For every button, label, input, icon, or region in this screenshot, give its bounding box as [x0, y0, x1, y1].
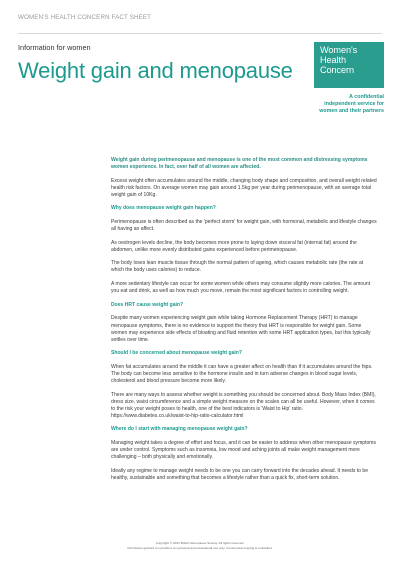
- logo-line-2: Health: [320, 55, 346, 65]
- section-heading: Why does menopause weight gain happen?: [111, 205, 216, 212]
- paragraph: A more sedentary lifestyle can occur for some women while others may consume slightly more calories. The amount you eat and drink, as well as how much you move, remain the most significant factors in controlling weight.: [111, 281, 371, 295]
- paragraph: Ideally any regime to manage weight needs to be one you can carry forward into the decades ahead. It needs to be healthy, sustainable and something that becomes a lifestyle rather than a quick fix, short-term solution.: [111, 467, 368, 481]
- factsheet-label: WOMEN'S HEALTH CONCERN FACT SHEET: [18, 14, 152, 21]
- header-band: [18, 14, 151, 21]
- logo-wordmark: [320, 45, 357, 75]
- footer: [0, 541, 400, 551]
- article-body: [111, 157, 377, 488]
- paragraph: When fat accumulates around the middle it can have a greater affect on health than if it accumulates around the hips. The body can become less sensitive to the hormone insulin and in turn adverse changes in blood sugar levels, cholesterol and blood pressure become more likely.: [111, 363, 373, 384]
- paragraph: Excess weight often accumulates around the middle, changing body shape and composition, and overall weight related health risk factors. On average women may gain around 1.5kg per year during perimenopause, with an average total weight gain of 10Kg.: [111, 177, 377, 198]
- tagline-line-3: women and their partners: [319, 108, 384, 114]
- section-heading: Does HRT cause weight gain?: [111, 301, 184, 308]
- section-heading: Where do I start with managing menopause weight gain?: [111, 426, 248, 433]
- paragraph: There are many ways to assess whether weight is something you should be concerned about. Body Mass Index (BMI), dress size, waist circumference and a simple weight measure on the scales can all be useful. However, when it comes to the risk your weight poses to health, one of the best indicators is 'Waist to Hip' ratio. https://www.diabetes.co.uk/waist-to-hip-ratio-calculator.html: [111, 391, 376, 419]
- logo-line-1: Women's: [320, 45, 358, 55]
- tagline-line-2: independent service for: [324, 101, 384, 107]
- paragraph: Managing weight takes a degree of effort and focus, and it can be easier to address when other menopause symptoms are under control. Symptoms such as insomnia, low mood and aching joints all make weight management more challenging – both physically and emotionally.: [111, 440, 377, 461]
- logo-line-3: Concern: [320, 65, 355, 75]
- logo-tagline: [294, 94, 384, 115]
- copyright-line: Copyright © 2023 British Menopause Society. All rights reserved.: [155, 541, 245, 545]
- section-heading: Should I be concerned about menopause weight gain?: [111, 350, 242, 357]
- permission-line: Permission granted to reproduce for personal and educational use only. Commercial copying is prohibited.: [127, 546, 273, 550]
- header-divider: [18, 33, 382, 34]
- paragraph: As oestrogen levels decline, the body becomes more prone to laying down visceral fat (internal fat) around the abdomen, unlike more evenly distributed gains experienced before perimenopause.: [111, 239, 357, 253]
- paragraph: Perimenopause is often described as the 'perfect storm' for weight gain, with hormonal, metabolic and lifestyle changes all having an affect.: [111, 219, 377, 233]
- whc-logo: [314, 42, 384, 88]
- tagline-line-1: A confidential: [349, 94, 384, 100]
- paragraph: The body loses lean muscle tissue through the normal pattern of ageing, which causes metabolic rate (the rate at which the body uses calories) to reduce.: [111, 260, 364, 274]
- paragraph: Despite many women experiencing weight gain while taking Hormone Replacement Therapy (HRT) to manage menopause symptoms, there is no evidence to support the theory that HRT is responsible for weight gain. Some women may experience side effects of bloating and fluid retention with some HRT application types, but this typically settles over time.: [111, 315, 371, 343]
- subtitle: Information for women: [18, 43, 91, 52]
- lead-paragraph: Weight gain during perimenopause and menopause is one of the most common and distressing symptoms women experience. In fact, over half of all women are affected.: [111, 157, 368, 171]
- page-title: Weight gain and menopause: [18, 58, 293, 83]
